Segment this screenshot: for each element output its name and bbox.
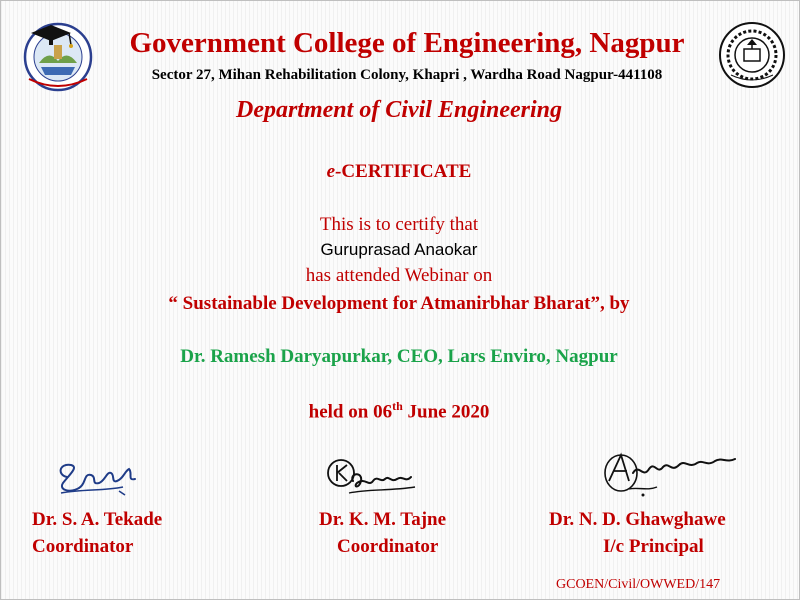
signatory-1-name: Dr. S. A. Tekade [32,509,163,530]
certificate-number: GCOEN/Civil/OWWED/147 [556,577,721,592]
certify-line: This is to certify that [319,214,479,235]
college-emblem-icon [21,19,95,93]
signatory-3 [549,506,726,560]
recipient-name: Guruprasad Anaokar [320,240,478,259]
signature-tajne [319,453,439,501]
college-address: Sector 27, Mihan Rehabilitation Colony, Khapri , Wardha Road Nagpur-441108 [151,67,663,83]
speaker-line: Dr. Ramesh Daryapurkar, CEO, Lars Enviro, Nagpur [180,346,618,367]
signatory-3-name: Dr. N. D. Ghawghawe [549,509,726,530]
held-on-date [1,399,797,423]
signatory-3-role: I/c Principal [603,536,704,557]
signatory-1-role: Coordinator [32,536,134,557]
signatory-1 [32,506,162,560]
college-name: Government College of Engineering, Nagpur [129,27,685,59]
attended-line: has attended Webinar on [305,265,493,286]
signature-tekade [53,453,143,501]
signature-ghawghawe [599,445,743,501]
signatory-2 [319,506,446,560]
department-name: Department of Civil Engineering [235,97,562,123]
certificate-title-prefix: e- [326,161,342,182]
held-on-ordinal: th [392,399,403,413]
certificate-title [1,161,797,183]
university-seal-icon [717,19,787,91]
held-on-prefix: held on 06 [308,401,393,423]
signatory-2-role: Coordinator [337,536,439,557]
certificate-title-main: CERTIFICATE [341,161,472,182]
held-on-suffix: June 2020 [402,401,490,423]
webinar-title: “ Sustainable Development for Atmanirbhar Bharat”, by [168,293,630,314]
signatory-2-name: Dr. K. M. Tajne [319,509,447,530]
